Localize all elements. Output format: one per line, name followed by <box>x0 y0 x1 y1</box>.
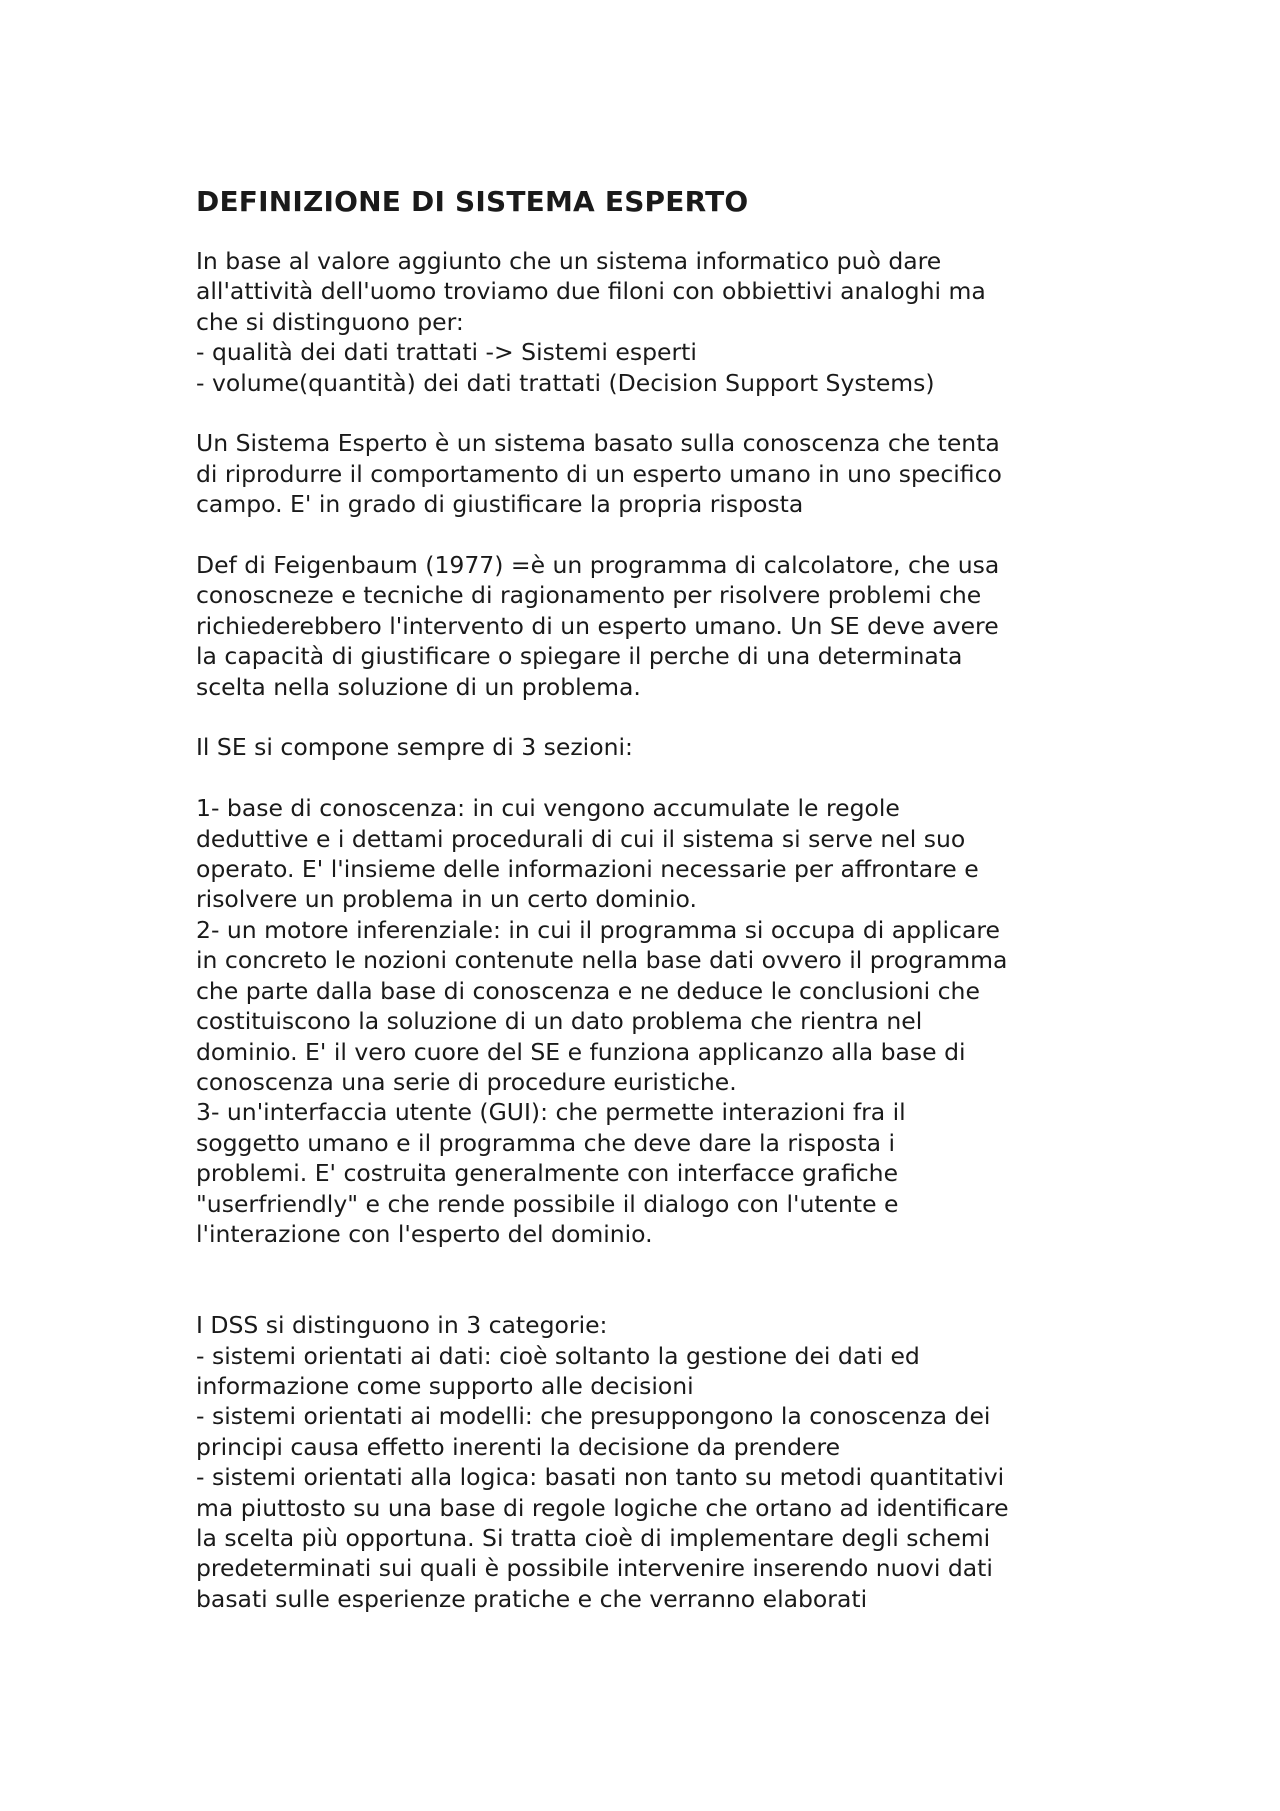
paragraph-sections-list <box>196 793 1126 1249</box>
text-line: - sistemi orientati alla logica: basati non tanto su metodi quantitativi <box>196 1463 1005 1492</box>
text-line: 3- un'interfaccia utente (GUI): che permette interazioni fra il <box>196 1098 906 1127</box>
text-line: basati sulle esperienze pratiche e che verranno elaborati <box>196 1584 868 1613</box>
text-line: - sistemi orientati ai dati: cioè soltanto la gestione dei dati ed <box>196 1341 920 1370</box>
text-line: risolvere un problema in un certo dominio. <box>196 885 697 914</box>
text-line: conoscneze e tecniche di ragionamento per risolvere problemi che <box>196 581 982 610</box>
paragraph-definition <box>196 428 1126 519</box>
text-line: dominio. E' il vero cuore del SE e funziona applicanzo alla base di <box>196 1037 966 1066</box>
text-line: 2- un motore inferenziale: in cui il programma si occupa di applicare <box>196 915 1000 944</box>
document-page <box>196 182 1126 1614</box>
paragraph-spacer <box>196 763 1126 793</box>
paragraph-spacer <box>196 398 1126 428</box>
text-line: richiederebbero l'intervento di un esperto umano. Un SE deve avere <box>196 611 999 640</box>
document-title: DEFINIZIONE DI SISTEMA ESPERTO <box>196 185 749 218</box>
text-line: l'interazione con l'esperto del dominio. <box>196 1219 653 1248</box>
text-line: In base al valore aggiunto che un sistema informatico può dare <box>196 247 942 275</box>
text-line: costituiscono la soluzione di un dato problema che rientra nel <box>196 1007 923 1036</box>
text-line: informazione come supporto alle decisioni <box>196 1371 694 1400</box>
text-line: in concreto le nozioni contenute nella base dati ovvero il programma <box>196 946 1008 975</box>
paragraph-intro <box>196 246 1126 398</box>
text-line: campo. E' in grado di giustificare la propria risposta <box>196 490 804 519</box>
text-line: che parte dalla base di conoscenza e ne deduce le conclusioni che <box>196 976 980 1005</box>
paragraph-dss-categories <box>196 1310 1126 1614</box>
text-line: I DSS si distinguono in 3 categorie: <box>196 1311 608 1340</box>
text-line: la scelta più opportuna. Si tratta cioè di implementare degli schemi <box>196 1523 991 1552</box>
text-line: "userfriendly" e che rende possibile il dialogo con l'utente e <box>196 1189 899 1218</box>
text-line: operato. E' l'insieme delle informazioni necessarie per affrontare e <box>196 855 979 884</box>
paragraph-spacer <box>196 1249 1126 1310</box>
text-line: conoscenza una serie di procedure euristiche. <box>196 1067 737 1096</box>
text-line: che si distinguono per: <box>196 307 464 336</box>
text-line: ma piuttosto su una base di regole logiche che ortano ad identificare <box>196 1493 1009 1522</box>
text-line: Def di Feigenbaum (1977) =è un programma di calcolatore, che usa <box>196 551 1000 580</box>
text-line: - sistemi orientati ai modelli: che presuppongono la conoscenza dei <box>196 1402 991 1431</box>
paragraph-spacer <box>196 520 1126 550</box>
text-line: - volume(quantità) dei dati trattati (Decision Support Systems) <box>196 368 935 397</box>
text-line: all'attività dell'uomo troviamo due filoni con obbiettivi analoghi ma <box>196 277 986 306</box>
paragraph-feigenbaum <box>196 550 1126 702</box>
paragraph-spacer <box>196 702 1126 732</box>
text-line: di riprodurre il comportamento di un esperto umano in uno specifico <box>196 459 1002 488</box>
text-line: - qualità dei dati trattati -> Sistemi esperti <box>196 338 697 367</box>
text-line: la capacità di giustificare o spiegare il perche di una determinata <box>196 642 963 671</box>
text-line: Il SE si compone sempre di 3 sezioni: <box>196 733 633 762</box>
text-line: problemi. E' costruita generalmente con interfacce grafiche <box>196 1159 899 1188</box>
text-line: scelta nella soluzione di un problema. <box>196 672 641 701</box>
text-line: soggetto umano e il programma che deve dare la risposta i <box>196 1128 895 1157</box>
text-line: Un Sistema Esperto è un sistema basato sulla conoscenza che tenta <box>196 429 1000 458</box>
paragraph-sections-intro <box>196 732 1126 762</box>
text-line: deduttive e i dettami procedurali di cui il sistema si serve nel suo <box>196 824 966 853</box>
text-line: predeterminati sui quali è possibile intervenire inserendo nuovi dati <box>196 1554 993 1583</box>
text-line: principi causa effetto inerenti la decisione da prendere <box>196 1432 841 1461</box>
text-line: 1- base di conoscenza: in cui vengono accumulate le regole <box>196 794 900 823</box>
